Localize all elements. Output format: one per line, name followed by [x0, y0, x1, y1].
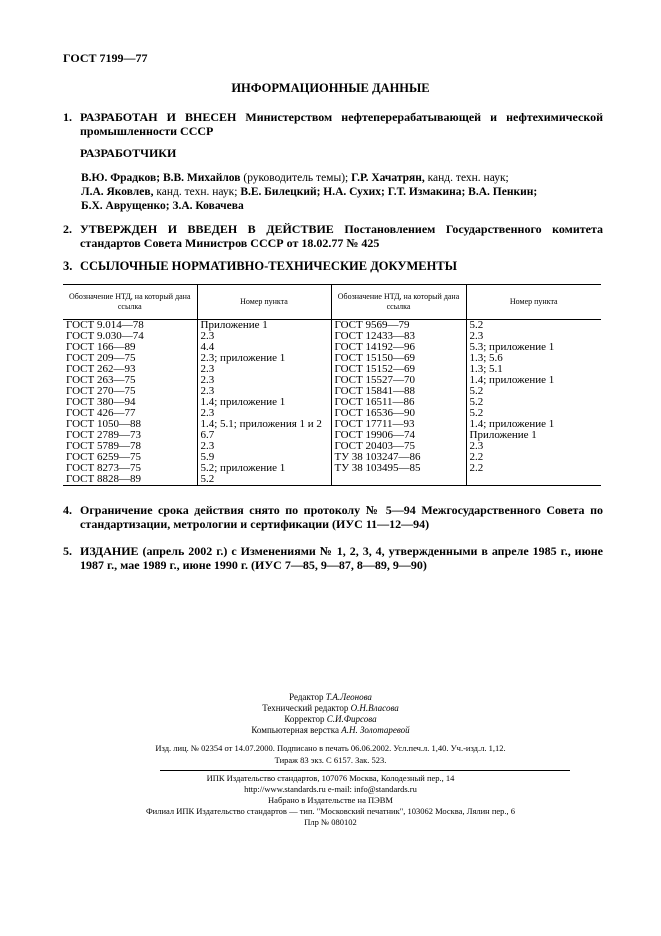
table-cell-document: ГОСТ 15527—70	[334, 374, 415, 386]
table-cell-document: ГОСТ 6259—75	[66, 451, 141, 463]
table-cell-document: ГОСТ 166—89	[66, 341, 136, 353]
table-cell-clause: 2.3	[200, 407, 215, 419]
table-cell-clause: 5.2	[469, 319, 484, 331]
section-3	[63, 259, 603, 273]
credit-name: А.Н. Золотаревой	[341, 725, 410, 735]
table-cell-clause: 1.3; 5.6	[469, 352, 503, 364]
section-4-number: 4.	[63, 503, 72, 517]
table-cell-clause: 5.2	[469, 385, 484, 397]
table-cell-document: ГОСТ 19906—74	[334, 429, 415, 441]
table-column-right-clauses	[466, 320, 601, 486]
table-cell-document: ГОСТ 12433—83	[334, 330, 415, 342]
section-5	[63, 544, 603, 572]
section-4	[63, 503, 603, 531]
divider	[160, 770, 570, 771]
authors-list	[81, 171, 601, 213]
table-cell-clause: 2.3	[200, 385, 215, 397]
table-cell-document: ГОСТ 9.014—78	[66, 319, 144, 331]
table-cell-clause: 5.3; приложение 1	[469, 341, 555, 353]
credit-label: Редактор	[289, 692, 326, 702]
table-cell-document: ГОСТ 270—75	[66, 385, 136, 397]
section-3-number: 3.	[63, 259, 73, 273]
credits-block	[0, 692, 661, 736]
table-cell-document: ТУ 38 103495—85	[334, 462, 421, 474]
table-cell-clause: 4.4	[200, 341, 215, 353]
table-cell-clause: 6.7	[200, 429, 215, 441]
author-role: канд. техн. наук;	[424, 172, 509, 184]
table-cell-clause: 2.2	[469, 462, 484, 474]
author: Л.А. Яковлев,	[81, 186, 154, 198]
credit-name: С.И.Фирсова	[326, 714, 377, 724]
author: В.Ю. Фрадков;	[81, 172, 161, 184]
table-cell-document: ГОСТ 9.030—74	[66, 330, 144, 342]
table-cell-clause: 5.2	[469, 407, 484, 419]
table-cell-document: ГОСТ 380—94	[66, 396, 136, 408]
table-header-clause: Номер пункта	[466, 285, 601, 320]
section-5-number: 5.	[63, 544, 72, 558]
table-cell-document: ГОСТ 15841—88	[334, 385, 415, 397]
credit-label: Корректор	[284, 714, 327, 724]
section-2-text: Постановлением Государственного комитета стандартов Совета Министров СССР от 18.02.77 № 425	[80, 222, 603, 250]
table-cell-clause: 5.9	[200, 451, 215, 463]
table-column-right-docs	[331, 320, 466, 486]
table-cell-document: ГОСТ 16511—86	[334, 396, 415, 408]
table-cell-clause: 2.3	[200, 363, 215, 375]
developers-title: РАЗРАБОТЧИКИ	[80, 146, 177, 160]
section-2	[63, 222, 603, 250]
section-3-title: ССЫЛОЧНЫЕ НОРМАТИВНО-ТЕХНИЧЕСКИЕ ДОКУМЕНТЫ	[80, 259, 457, 273]
author: В.В. Михайлов	[160, 172, 241, 184]
table-cell-clause: 2.3	[200, 374, 215, 386]
section-1-text: Министерством нефтеперерабатывающей и нефтехимической промышленности СССР	[80, 110, 603, 138]
author: Г.Р. Хачатрян,	[348, 172, 425, 184]
table-cell-document: ГОСТ 15150—69	[334, 352, 415, 364]
table-cell-document: ГОСТ 16536—90	[334, 407, 415, 419]
table-header-ntd: Обозначение НТД, на который дана ссылка	[63, 285, 197, 320]
section-1-number: 1.	[63, 110, 72, 124]
table-cell-clause: 2.3	[200, 440, 215, 452]
publisher-line: Плр № 080102	[304, 817, 357, 827]
credit-name: О.Н.Власова	[350, 703, 399, 713]
table-cell-document: ГОСТ 1050—88	[66, 418, 141, 430]
author-role: канд. техн. наук;	[153, 186, 238, 198]
section-5-text: ИЗДАНИЕ (апрель 2002 г.) с Изменениями № 1, 2, 3, 4, утвержденными в апреле 1985 г., июне 1987 г., мае 1989 г., июне 1990 г. (ИУС 7—85, 9—87, 8—89, 9—90)	[80, 544, 603, 572]
table-cell-clause: 5.2	[200, 473, 215, 485]
table-cell-clause: 2.3	[469, 440, 484, 452]
table-cell-document: ГОСТ 262—93	[66, 363, 136, 375]
table-cell-document: ГОСТ 2789—73	[66, 429, 141, 441]
table-cell-document: ГОСТ 5789—78	[66, 440, 141, 452]
table-column-left-docs	[63, 320, 197, 486]
table-cell-document: ГОСТ 20403—75	[334, 440, 415, 452]
section-1-bold: РАЗРАБОТАН И ВНЕСЕН	[80, 110, 237, 124]
page-title: ИНФОРМАЦИОННЫЕ ДАННЫЕ	[231, 81, 430, 95]
table-cell-clause: Приложение 1	[469, 429, 537, 441]
author: В.Е. Билецкий; Н.А. Сухих; Г.Т. Измакина; В.А. Пенкин;	[237, 186, 538, 198]
table-cell-clause: Приложение 1	[200, 319, 268, 331]
credit-name: Т.А.Леонова	[325, 692, 372, 702]
credit-label: Компьютерная верстка	[251, 725, 342, 735]
table-cell-document: ГОСТ 15152—69	[334, 363, 415, 375]
table-column-left-clauses	[197, 320, 331, 486]
table-cell-document: ГОСТ 426—77	[66, 407, 136, 419]
imprint-line-1: Изд. лиц. № 02354 от 14.07.2000. Подписано в печать 06.06.2002. Усл.печ.л. 1,40. Уч.-изд.л. 1,12.	[155, 743, 506, 753]
page-header: ГОСТ 7199—77	[63, 51, 148, 65]
table-cell-clause: 2.3; приложение 1	[200, 352, 286, 364]
table-cell-document: ГОСТ 9569—79	[334, 319, 410, 331]
publisher-line: Филиал ИПК Издательство стандартов — тип. "Московский печатник", 103062 Москва, Лялин пер., 6	[145, 806, 516, 816]
section-2-bold: УТВЕРЖДЕН И ВВЕДЕН В ДЕЙСТВИЕ	[80, 222, 334, 236]
table-header-ntd: Обозначение НТД, на который дана ссылка	[331, 285, 466, 320]
publisher-line: ИПК Издательство стандартов, 107076 Москва, Колодезный пер., 14	[206, 773, 455, 783]
table-cell-clause: 2.3	[469, 330, 484, 342]
author-role: (руководитель темы);	[240, 172, 349, 184]
imprint-line-2: Тираж 83 экз. С 6157. Зак. 523.	[274, 755, 387, 765]
section-4-text: Ограничение срока действия снято по протоколу № 5—94 Межгосударственного Совета по стандартизации, метрологии и сертификации (ИУС 11—12—94)	[80, 503, 603, 531]
author: Б.Х. Аврущенко; З.А. Ковачева	[81, 200, 244, 212]
table-header-clause: Номер пункта	[197, 285, 331, 320]
table-cell-clause: 5.2; приложение 1	[200, 462, 286, 474]
publisher-line: http://www.standards.ru e-mail: info@standards.ru	[244, 784, 417, 794]
publisher-line: Набрано в Издательстве на ПЭВМ	[268, 795, 393, 805]
table-cell-clause: 1.4; 5.1; приложения 1 и 2	[200, 418, 322, 430]
table-cell-document: ТУ 38 103247—86	[334, 451, 421, 463]
table-cell-clause: 1.4; приложение 1	[469, 418, 555, 430]
table-cell-clause: 2.3	[200, 330, 215, 342]
table-cell-document: ГОСТ 14192—96	[334, 341, 415, 353]
section-2-number: 2.	[63, 222, 72, 236]
table-cell-clause: 5.2	[469, 396, 484, 408]
table-cell-document: ГОСТ 209—75	[66, 352, 136, 364]
table-cell-clause: 1.4; приложение 1	[469, 374, 555, 386]
table-cell-document: ГОСТ 8828—89	[66, 473, 141, 485]
references-table	[63, 284, 601, 486]
table-cell-document: ГОСТ 17711—93	[334, 418, 415, 430]
table-cell-clause: 1.4; приложение 1	[200, 396, 286, 408]
section-1	[63, 110, 603, 138]
table-cell-document: ГОСТ 8273—75	[66, 462, 141, 474]
credit-label: Технический редактор	[262, 703, 351, 713]
table-cell-clause: 1.3; 5.1	[469, 363, 503, 375]
table-cell-clause: 2.2	[469, 451, 484, 463]
table-cell-document: ГОСТ 263—75	[66, 374, 136, 386]
